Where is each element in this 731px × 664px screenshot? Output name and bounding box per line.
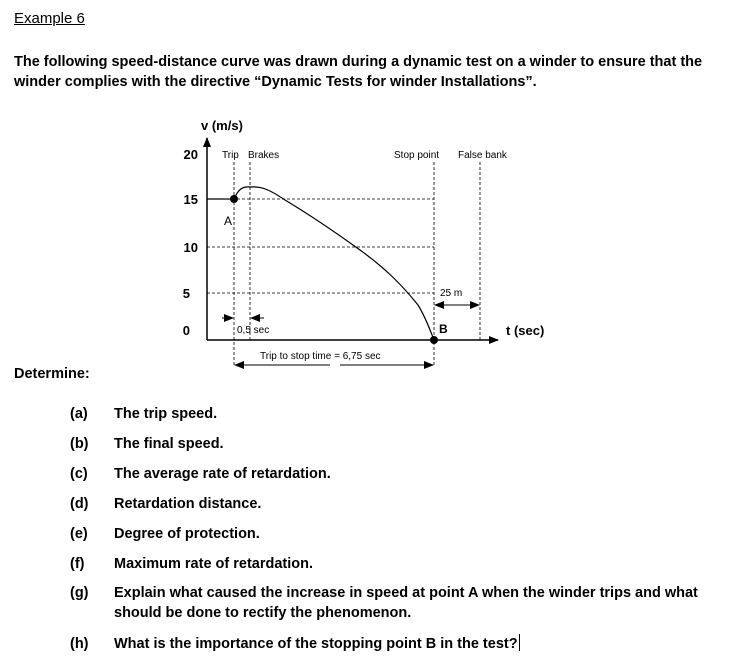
trip-label: Trip (222, 150, 239, 161)
question-label: (e) (70, 526, 88, 542)
x-axis-label: t (sec) (506, 323, 545, 338)
false-bank-label: False bank (458, 150, 507, 161)
point-a-label: A (224, 214, 233, 228)
stop-point-label: Stop point (394, 150, 440, 161)
text-cursor (519, 634, 521, 651)
y-axis-label: v (m/s) (201, 118, 243, 133)
question-text: Explain what caused the increase in speed at point A when the winder trips and what should be done to rectify the phenomenon. (114, 585, 698, 621)
y-tick-15: 15 (183, 192, 198, 207)
question-text: Degree of protection. (114, 526, 260, 542)
question-text: What is the importance of the stopping point B in the test? (114, 636, 518, 652)
question-text: The trip speed. (114, 406, 218, 422)
y-tick-20: 20 (183, 147, 198, 162)
intro-paragraph: The following speed-distance curve was drawn during a dynamic test on a winder to ensure that the winder complies with the directive “Dynamic Tests for winder Installations”. (14, 54, 703, 90)
y-tick-10: 10 (183, 240, 198, 255)
speed-curve (207, 187, 434, 340)
question-text: Maximum rate of retardation. (114, 556, 314, 572)
brakes-label: Brakes (248, 150, 280, 161)
question-text-wrapper[interactable] (114, 634, 719, 654)
y-tick-0: 0 (182, 323, 190, 338)
question-label: (h) (70, 636, 89, 652)
question-label: (b) (70, 436, 89, 452)
point-a-dot (230, 195, 238, 203)
point-b-label: B (439, 322, 448, 336)
question-text: The average rate of retardation. (114, 466, 331, 482)
question-label: (d) (70, 496, 89, 512)
determine-label: Determine: (14, 366, 90, 382)
question-label: (f) (70, 556, 85, 572)
example-heading: Example 6 (14, 10, 85, 27)
distance-label: 25 m (440, 288, 463, 299)
question-label: (c) (70, 466, 88, 482)
question-label: (g) (70, 585, 89, 601)
interval-label: 0,5 sec (237, 325, 270, 336)
question-text: Retardation distance. (114, 496, 262, 512)
question-text: The final speed. (114, 436, 224, 452)
question-label: (a) (70, 406, 88, 422)
y-tick-5: 5 (182, 286, 190, 301)
point-b-dot (430, 336, 438, 344)
trip-to-stop-label: Trip to stop time = 6,75 sec (260, 351, 381, 362)
